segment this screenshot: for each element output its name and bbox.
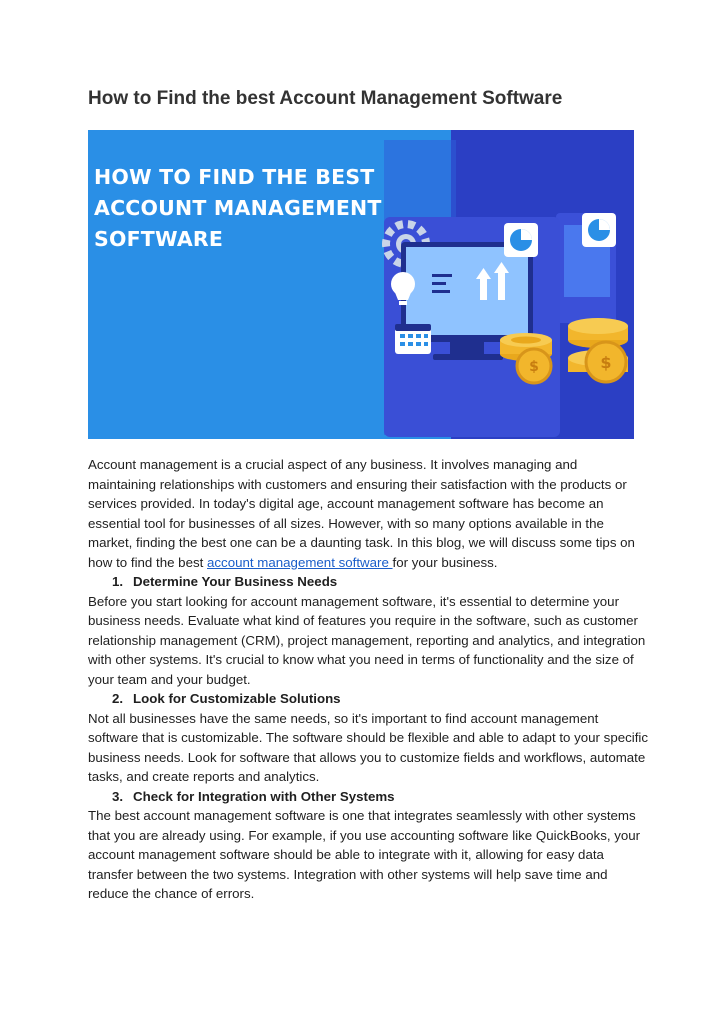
intro-text-end: for your business.	[392, 554, 498, 570]
svg-text:$: $	[600, 353, 612, 372]
section-heading-customizable	[88, 689, 648, 709]
section-number: 2.	[112, 691, 124, 706]
article-body	[88, 455, 648, 904]
banner-heading	[94, 162, 394, 255]
section-heading-business-needs	[88, 572, 648, 592]
section-heading-text: Check for Integration with Other Systems	[133, 788, 395, 804]
section-body-customizable: Not all businesses have the same needs, so it's important to find account management software that is customizable. The software should be flexible and able to adapt to your specific business needs. Look for software that allows you to customize fields and workflows, automate tasks, and create reports and analytics.	[88, 710, 649, 784]
hero-banner	[88, 130, 634, 439]
pie-chart-icon	[582, 213, 616, 247]
svg-text:$: $	[529, 359, 539, 375]
section-heading-text: Determine Your Business Needs	[133, 574, 338, 589]
section-number: 3.	[112, 788, 124, 804]
account-management-software-link[interactable]: account management software	[207, 554, 393, 570]
section-number: 1.	[112, 574, 124, 589]
page-title: How to Find the best Account Management Software	[88, 88, 563, 109]
intro-text: Account management is a crucial aspect of any business. It involves managing and maintaining relationships with customers and ensuring their satisfaction with the products or services provided. In today's digital age, account management software has become an essential tool for businesses of all sizes. However, with so many options available in the market, finding the best one can be a daunting task. In this blog, we will discuss some tips on how to find the best	[88, 457, 635, 570]
intro-paragraph	[88, 455, 648, 572]
banner-heading-line: HOW TO FIND THE BEST	[94, 165, 375, 189]
section-body-business-needs: Before you start looking for account management software, it's essential to determine your business needs. Evaluate what kind of features you require in the software, such as customer relationship management (CRM), project management, reporting and analytics, and integration with other systems. It's crucial to know what you need in terms of functionality and the size of your team and your budget.	[88, 593, 646, 687]
banner-heading-line: SOFTWARE	[94, 227, 224, 251]
section-heading-integration	[88, 787, 648, 807]
pie-chart-icon	[504, 223, 538, 257]
section-heading-text: Look for Customizable Solutions	[133, 691, 341, 706]
banner-heading-line: ACCOUNT MANAGEMENT	[94, 196, 382, 220]
section-body-integration: The best account management software is one that integrates seamlessly with other systems that you are already using. For example, if you use accounting software like QuickBooks, your account management software should be able to integrate with it, allowing for easy data transfer between the two systems. Integration with other systems will help save time and reduce the chance of errors.	[88, 808, 641, 901]
calendar-icon	[395, 324, 431, 354]
